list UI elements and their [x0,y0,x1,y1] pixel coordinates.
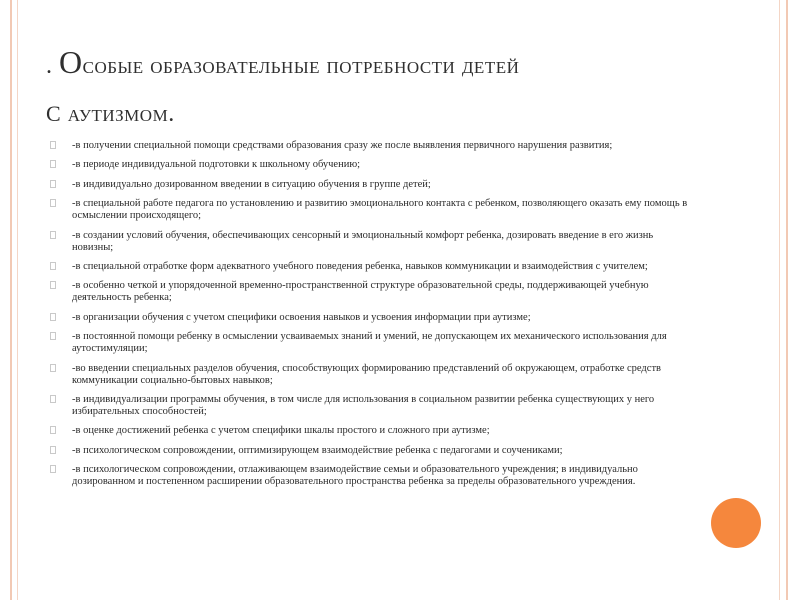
bullet-marker-icon [50,160,56,168]
title-initial-line1: О [59,44,83,80]
bullet-marker-icon [50,180,56,188]
frame-left-inner-border [17,0,18,600]
frame-right-inner-border [779,0,780,600]
list-item-text: -в психологическом сопровождении, оптимизирующем взаимодействие ребенка с педагогами и соучениками; [72,444,563,456]
slide-title [46,40,746,136]
list-item-text: -в индивидуально дозированном введении в ситуацию обучения в группе детей; [72,178,431,190]
list-item [50,198,690,222]
list-item-text: -в индивидуализации программы обучения, в том числе для использования в социальном развитии ребенка существующих у него избирательных способностей; [72,393,655,417]
list-item-text: -в получении специальной помощи средствами образования сразу же после выявления первичного нарушения развития; [72,140,613,151]
list-item [50,394,690,418]
list-item [50,140,690,152]
title-initial-line2: с [46,92,62,128]
bullet-marker-icon [50,446,56,454]
list-item-text: -в психологическом сопровождении, отлаживающем взаимодействие семьи и образовательного учреждения; в индивидуально дозированном и постепенном расширении образовательного пространства ребенка за пределы образовательного учреждения. [72,464,638,488]
list-item-text: -в организации обучения с учетом специфики освоения навыков и усвоения информации при аутизме; [72,311,531,323]
list-item-text: -в особенно четкой и упорядоченной временно-пространственной структуре образовательной среды, поддерживающей учебную деятельность ребенка; [72,280,649,304]
frame-left-border [10,0,12,600]
list-item [50,312,690,324]
bullet-marker-icon [50,426,56,434]
bullet-marker-icon [50,395,56,403]
list-item-text: -в специальной отработке форм адекватного учебного поведения ребенка, навыков коммуникации и взаимодействия с учителем; [72,260,648,272]
list-item [50,179,690,191]
list-item [50,230,690,254]
title-line2: аутизмом. [61,101,175,127]
bullet-marker-icon [50,262,56,270]
list-item [50,464,690,488]
title-line1: собые образовательные потребности детей [82,53,520,79]
bullet-marker-icon [50,199,56,207]
list-item-text: -во введении специальных разделов обучения, способствующих формированию представлений об окружающем, отработке средств коммуникации социально-бытовых навыков; [72,362,661,386]
bullet-marker-icon [50,313,56,321]
decorative-orange-circle [711,498,761,548]
list-item-text: -в оценке достижений ребенка с учетом специфики шкалы простого и сложного при аутизме; [72,425,490,437]
bullet-marker-icon [50,281,56,289]
list-item-text: -в периоде индивидуальной подготовки к школьному обучению; [72,159,361,171]
bullet-marker-icon [50,465,56,473]
list-item-text: -в постоянной помощи ребенку в осмыслении усваиваемых знаний и умений, не допускающем их механического использования для аутостимуляции; [72,331,667,355]
list-item-text: -в создании условий обучения, обеспечивающих сенсорный и эмоциональный комфорт ребенка, дозировать введение в его жизнь новизны; [72,229,654,253]
list-item [50,425,690,437]
list-item [50,445,690,457]
title-prefix: . [46,53,59,79]
bullet-list [50,140,690,495]
list-item [50,331,690,355]
bullet-marker-icon [50,141,56,149]
list-item [50,261,690,273]
list-item-text: -в специальной работе педагога по установлению и развитию эмоционального контакта с ребенком, позволяющего оказать ему помощь в осмыслении происходящего; [72,198,688,222]
bullet-marker-icon [50,231,56,239]
bullet-marker-icon [50,364,56,372]
frame-right-border [786,0,788,600]
bullet-marker-icon [50,332,56,340]
list-item [50,363,690,387]
list-item [50,280,690,304]
list-item [50,159,690,171]
